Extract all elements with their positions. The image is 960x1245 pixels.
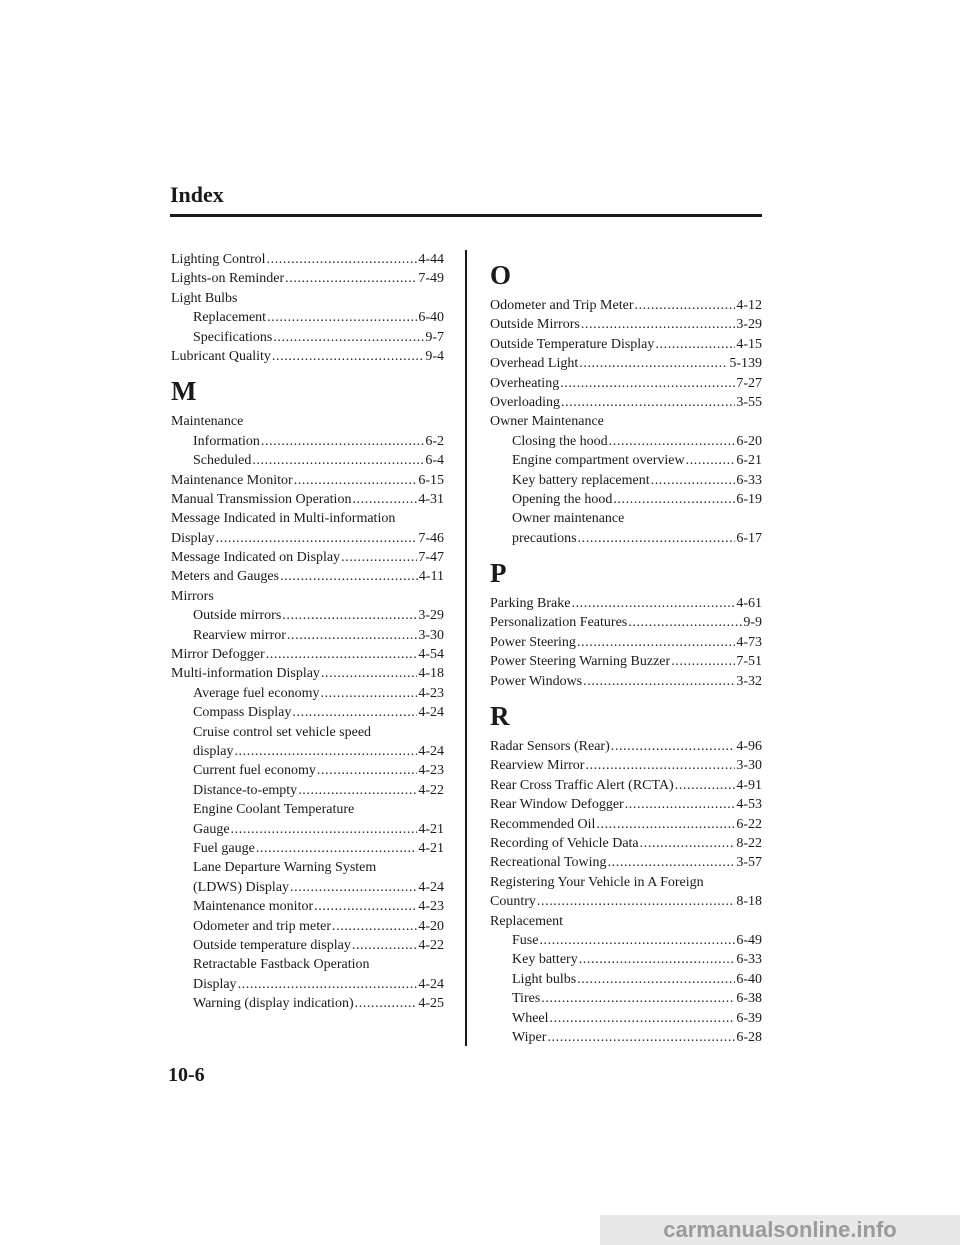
index-heading: Light Bulbs [171, 290, 238, 306]
index-entry[interactable]: Odometer and Trip Meter ..... 4-12 [490, 296, 762, 315]
page-ref: 7-46 [418, 530, 444, 546]
page-ref: 3-30 [736, 758, 762, 774]
page-number: 10-6 [168, 1064, 205, 1086]
index-entry[interactable]: Rear Window Defogger ..... 4-53 [490, 795, 762, 814]
page-ref: 9-9 [743, 615, 762, 631]
index-entry[interactable]: Recommended Oil ..... 6-22 [490, 815, 762, 834]
page-ref: 6-38 [736, 991, 762, 1007]
index-subentry[interactable]: Wiper ..... 6-28 [490, 1028, 762, 1047]
index-entry[interactable]: Overhead Light ..... 5-139 [490, 354, 762, 373]
index-subentry-line: Retractable Fastback Operation [193, 957, 370, 973]
page-ref: 3-30 [418, 627, 444, 643]
page-ref: 4-22 [418, 782, 444, 798]
page-ref: 3-29 [736, 317, 762, 333]
page-ref: 7-27 [736, 375, 762, 391]
index-subentry[interactable]: precautions ..... 6-17 [490, 529, 762, 548]
index-subentry[interactable]: Wheel ..... 6-39 [490, 1009, 762, 1028]
index-subentry[interactable]: Scheduled ..... 6-4 [171, 451, 444, 470]
index-subentry-line: Engine Coolant Temperature [193, 802, 355, 818]
index-entry[interactable]: Rearview Mirror ..... 3-30 [490, 756, 762, 775]
section-letter-m: M [171, 376, 197, 407]
page-ref: 4-23 [418, 899, 444, 915]
index-entry[interactable]: Outside Mirrors ..... 3-29 [490, 315, 762, 334]
page-ref: 3-55 [736, 394, 762, 410]
page-ref: 6-28 [736, 1029, 762, 1045]
index-entry[interactable]: Parking Brake ..... 4-61 [490, 594, 762, 613]
page-ref: 4-15 [736, 336, 762, 352]
page-ref: 3-57 [736, 855, 762, 871]
page-ref: 4-53 [736, 797, 762, 813]
page-ref: 4-24 [418, 743, 444, 759]
index-subentry[interactable]: (LDWS) Display ..... 4-24 [171, 878, 444, 897]
index-entry[interactable]: Recreational Towing ..... 3-57 [490, 853, 762, 872]
page-ref: 4-12 [736, 298, 762, 313]
index-subentry[interactable]: Opening the hood ..... 6-19 [490, 490, 762, 509]
page-ref: 6-39 [736, 1010, 762, 1026]
index-subentry[interactable]: Tires ..... 6-38 [490, 989, 762, 1008]
page-ref: 6-49 [736, 932, 762, 948]
page-ref: 6-19 [736, 491, 762, 507]
index-heading: Replacement [490, 913, 564, 929]
page-ref: 9-7 [425, 329, 444, 345]
index-subentry[interactable]: display ..... 4-24 [171, 742, 444, 761]
page-ref: 4-61 [736, 596, 762, 612]
index-entry[interactable]: Maintenance Monitor ..... 6-15 [171, 471, 444, 490]
index-subentry-line: Lane Departure Warning System [193, 860, 377, 876]
index-subentry-line: Owner maintenance [512, 511, 625, 527]
page-ref: 4-23 [418, 763, 444, 779]
index-subentry[interactable]: Specifications ..... 9-7 [171, 328, 444, 347]
index-subentry[interactable]: Maintenance monitor ..... 4-23 [171, 897, 444, 916]
page-ref: 4-44 [418, 252, 444, 267]
page-ref: 4-25 [418, 996, 444, 1012]
page-title: Index [170, 182, 224, 207]
index-entry[interactable]: Lighting Control ..... 4-44 [171, 250, 444, 269]
index-subentry[interactable]: Key battery ..... 6-33 [490, 950, 762, 969]
index-entry-line: Registering Your Vehicle in A Foreign [490, 874, 704, 890]
index-subentry[interactable]: Display ..... 4-24 [171, 975, 444, 994]
page-ref: 4-20 [418, 918, 444, 934]
index-entry[interactable]: Power Windows ..... 3-32 [490, 672, 762, 691]
page-ref: 6-2 [425, 433, 444, 449]
watermark: carmanualsonline.info [600, 1215, 960, 1245]
index-subentry[interactable]: Engine compartment overview ..... 6-21 [490, 451, 762, 470]
index-subentry[interactable]: Compass Display ..... 4-24 [171, 703, 444, 722]
page-ref: 4-21 [418, 821, 444, 837]
page-ref: 7-47 [418, 550, 444, 566]
page-ref: 5-139 [729, 356, 762, 372]
index-heading: Maintenance [171, 414, 244, 430]
page-ref: 6-15 [418, 472, 444, 488]
index-entry[interactable]: Multi-information Display ..... 4-18 [171, 664, 444, 683]
index-entry[interactable]: Display ..... 7-46 [171, 529, 444, 548]
index-entry[interactable]: Mirror Defogger ..... 4-54 [171, 645, 444, 664]
page-ref: 6-21 [736, 453, 762, 469]
index-subentry[interactable]: Gauge ..... 4-21 [171, 820, 444, 839]
page-ref: 9-4 [425, 348, 444, 364]
page-ref: 7-51 [736, 654, 762, 670]
index-subentry[interactable]: Light bulbs ..... 6-40 [490, 970, 762, 989]
index-subentry-line: Cruise control set vehicle speed [193, 724, 372, 740]
page-ref: 4-22 [418, 937, 444, 953]
index-entry[interactable]: Meters and Gauges ..... 4-11 [171, 567, 444, 586]
page-ref: 6-4 [425, 453, 444, 469]
index-subentry[interactable]: Outside temperature display ..... 4-22 [171, 936, 444, 955]
index-subentry[interactable]: Closing the hood ..... 6-20 [490, 432, 762, 451]
page-ref: 6-33 [736, 472, 762, 488]
page-ref: 6-40 [736, 971, 762, 987]
index-entry[interactable]: Message Indicated on Display ..... 7-47 [171, 548, 444, 567]
page-ref: 4-96 [736, 739, 762, 755]
index-subentry[interactable]: Current fuel economy ..... 4-23 [171, 761, 444, 780]
page-ref: 4-11 [418, 569, 444, 585]
index-heading: Owner Maintenance [490, 414, 604, 430]
index-entry[interactable]: Manual Transmission Operation ..... 4-31 [171, 490, 444, 509]
page-ref: 6-40 [418, 310, 444, 326]
page-ref: 4-54 [418, 647, 444, 663]
index-entry[interactable]: Power Steering ..... 4-73 [490, 633, 762, 652]
page-ref: 4-18 [418, 666, 444, 682]
page-ref: 3-32 [736, 673, 762, 689]
index-subentry[interactable]: Fuse ..... 6-49 [490, 931, 762, 950]
index-subentry[interactable]: Odometer and trip meter ..... 4-20 [171, 917, 444, 936]
index-column-right [490, 250, 762, 1047]
index-entry[interactable]: Lubricant Quality ..... 9-4 [171, 347, 444, 366]
page-ref: 4-24 [418, 976, 444, 992]
page-ref: 4-21 [418, 840, 444, 856]
index-subentry[interactable]: Rearview mirror ..... 3-30 [171, 626, 444, 645]
section-letter-p: P [490, 558, 507, 589]
index-entry-line: Message Indicated in Multi-information [171, 511, 396, 527]
index-entry[interactable]: Radar Sensors (Rear) ..... 4-96 [490, 737, 762, 756]
index-entry[interactable]: Lights-on Reminder ..... 7-49 [171, 269, 444, 288]
page-ref: 6-20 [736, 433, 762, 449]
index-entry[interactable]: Outside Temperature Display ..... 4-15 [490, 335, 762, 354]
index-entry[interactable]: Power Steering Warning Buzzer ..... 7-51 [490, 652, 762, 671]
header-rule [170, 214, 762, 217]
index-entry[interactable]: Rear Cross Traffic Alert (RCTA) ..... 4-91 [490, 776, 762, 795]
page-ref: 4-73 [736, 634, 762, 650]
index-entry[interactable]: Country ..... 8-18 [490, 892, 762, 911]
index-heading: Mirrors [171, 588, 214, 604]
index-subentry[interactable]: Information ..... 6-2 [171, 432, 444, 451]
page-ref: 4-24 [418, 879, 444, 895]
page-ref: 6-22 [736, 816, 762, 832]
page-ref: 3-29 [418, 608, 444, 624]
section-letter-o: O [490, 260, 512, 290]
page-ref: 6-17 [736, 530, 762, 546]
page-ref: 8-18 [736, 894, 762, 910]
page-ref: 4-91 [736, 777, 762, 793]
index-column-left [171, 250, 444, 1013]
index-subentry[interactable]: Distance-to-empty ..... 4-22 [171, 781, 444, 800]
index-subentry[interactable]: Average fuel economy ..... 4-23 [171, 684, 444, 703]
column-divider [465, 250, 467, 1046]
index-subentry[interactable]: Replacement ..... 6-40 [171, 308, 444, 327]
index-subentry[interactable]: Fuel gauge ..... 4-21 [171, 839, 444, 858]
index-entry[interactable]: Personalization Features ..... 9-9 [490, 613, 762, 632]
page-ref: 4-31 [418, 491, 444, 507]
index-subentry[interactable]: Key battery replacement ..... 6-33 [490, 471, 762, 490]
section-letter-r: R [490, 701, 510, 732]
page-ref: 8-22 [736, 835, 762, 851]
page-ref: 7-49 [418, 271, 444, 287]
index-entry[interactable]: Overheating ..... 7-27 [490, 374, 762, 393]
index-entry[interactable]: Recording of Vehicle Data ..... 8-22 [490, 834, 762, 853]
index-subentry[interactable]: Outside mirrors ..... 3-29 [171, 606, 444, 625]
page-ref: 4-24 [418, 705, 444, 721]
page-ref: 4-23 [418, 685, 444, 701]
index-entry[interactable]: Overloading ..... 3-55 [490, 393, 762, 412]
index-subentry[interactable]: Warning (display indication) ..... 4-25 [171, 994, 444, 1013]
page-ref: 6-33 [736, 952, 762, 968]
